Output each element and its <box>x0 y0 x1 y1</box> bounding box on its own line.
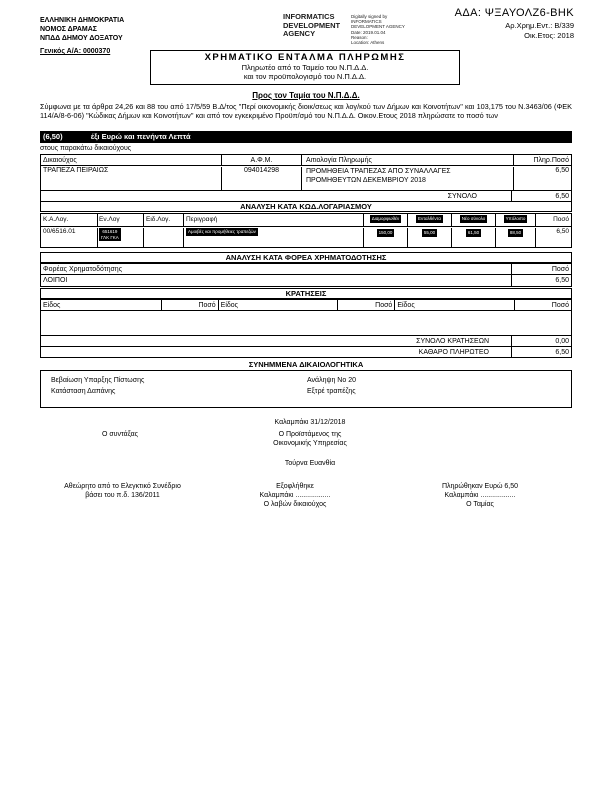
issuer-entity: ΝΠΔΔ ΔΗΜΟΥ ΔΟΞΑΤΟΥ <box>40 35 123 42</box>
title-subline-2: και τον προϋπολογισμό του Ν.Π.Δ.Δ. <box>243 72 367 81</box>
attachments-right-column <box>303 371 571 407</box>
deductions-total-row <box>41 335 571 346</box>
attachments-box <box>40 370 572 408</box>
place-and-date: Καλαμπάκι 31/12/2018 <box>274 419 346 426</box>
col-vat: Α.Φ.Μ. <box>221 155 301 165</box>
recipient-label: Ο λαβών δικαιούχος <box>263 501 327 508</box>
col-ordered: Ενταλθέντα <box>407 214 451 226</box>
col-en-log: Εν.Λογ <box>97 214 143 226</box>
en-log-value <box>97 228 143 247</box>
beneficiary-name: ΤΡΑΠΕΖΑ ΠΕΙΡΑΙΩΣ <box>43 167 109 174</box>
beneficiary-vat: 094014298 <box>221 167 301 190</box>
signature-detail-line: INFORMATICS <box>351 19 382 25</box>
issuer-block <box>40 16 124 56</box>
issuer-prefecture: ΝΟΜΟΣ ΔΡΑΜΑΣ <box>40 26 97 33</box>
col-amount: Ποσό <box>511 264 571 274</box>
funding-table-header <box>41 264 571 275</box>
general-serial-number: Γενικός Α/Α: 0000370 <box>40 48 111 55</box>
recipient-signature-block <box>225 482 365 509</box>
account-analysis-row <box>41 227 571 247</box>
col-funding-source: Φορέας Χρηματοδότησης <box>43 266 123 273</box>
en-log-line1: 651619 <box>102 229 118 234</box>
finance-head-name: Τούρνα Ευανθία <box>284 460 336 467</box>
col-description: Περιγραφή <box>183 214 363 226</box>
attachments-title: ΣΥΝΗΜΜΕΝΑ ΔΙΚΑΙΟΛΟΓΗΤΙΚΑ <box>248 360 364 369</box>
signature-detail-line: Date: 2019.01.04 <box>351 29 386 35</box>
col-deduction-type: Είδος <box>43 302 61 309</box>
deductions-total-label: ΣΥΝΟΛΟ ΚΡΑΤΗΣΕΩΝ <box>416 338 489 345</box>
col-new-total: Νέο σύνολο <box>451 214 495 226</box>
balance-value: 88,50 <box>495 228 535 247</box>
drafter-signature-label: Ο συντάξας <box>101 431 139 438</box>
net-payable-row <box>41 346 571 357</box>
paid-place-2: Καλαμπάκι .................. <box>444 492 516 499</box>
col-reason: Αιτιολογία Πληρωμής <box>301 155 513 165</box>
funding-source: ΛΟΙΠΟΙ <box>43 277 68 284</box>
col-account-code: Κ.Α.Λογ. <box>43 216 69 223</box>
col-deduction-amount: Ποσό <box>337 300 394 310</box>
digital-signature-stamp <box>283 13 429 45</box>
finance-head-title-line2: Οικονομικής Υπηρεσίας <box>273 440 347 447</box>
account-analysis-title: ΑΝΑΛΥΣΗ ΚΑΤΑ ΚΩΔ.ΛΟΓΑΡΙΑΣΜΟΥ <box>40 201 572 212</box>
beneficiary-amount: 6,50 <box>513 167 571 190</box>
deductions-empty-row <box>41 311 571 335</box>
payment-reason-line2: ΠΡΟΜΗΘΕΥΤΩΝ ΔΕΚΕΜΒΡΙΟΥ 2018 <box>306 177 426 184</box>
signature-detail-line: DEVELOPMENT AGENCY <box>351 24 405 30</box>
account-amount: 6,50 <box>535 228 571 247</box>
finance-head-title-line1: Ο Προϊστάμενος της <box>278 431 342 438</box>
audit-note-line2: βάσει του π.δ. 136/2011 <box>85 492 160 499</box>
attachment-item: Εξτρέ τραπέζης <box>307 388 356 395</box>
beneficiary-total-row <box>41 190 571 201</box>
budgeted-value: 150,00 <box>363 228 407 247</box>
signature-detail-line: Digitally signed by <box>351 14 388 19</box>
funding-analysis-title: ΑΝΑΛΥΣΗ ΚΑΤΑ ΦΟΡΕΑ ΧΡΗΜΑΤΟΔΟΤΗΣΗΣ <box>40 252 572 263</box>
deductions-total-value: 0,00 <box>511 336 571 346</box>
finance-head-signature-label <box>230 430 390 448</box>
ordered-value: 55,00 <box>407 228 451 247</box>
col-balance: Υπόλοιπο <box>495 214 535 226</box>
account-description: Αμοιβές και προμήθειες τραπεζών <box>183 228 363 247</box>
paid-place: Καλαμπάκι .................. <box>259 492 331 499</box>
account-analysis-header <box>41 214 571 227</box>
deductions-header <box>41 300 571 311</box>
audit-note-line1: Αθεώρητο από το Ελεγκτικό Συνέδριο <box>64 483 181 490</box>
beneficiary-row <box>41 166 571 190</box>
beneficiary-table-header <box>41 155 571 166</box>
amount-numeric: (6,50) <box>43 132 63 141</box>
col-amount: Ποσό <box>535 214 571 226</box>
col-eid-log: Ειδ.Λογ. <box>143 214 183 226</box>
new-total-value: 61,50 <box>451 228 495 247</box>
audit-exemption-note <box>40 482 205 500</box>
attachment-item: Βεβαίωση Υπαρξης Πίστωσης <box>51 377 145 384</box>
col-beneficiary: Δικαιούχος <box>43 157 77 164</box>
funding-table <box>40 263 572 287</box>
account-code: 00/6516.01 <box>43 228 76 235</box>
funding-amount: 6,50 <box>511 275 571 286</box>
deductions-table <box>40 299 572 358</box>
order-number: Αρ.Χρημ.Εντ.: Β/339 <box>505 21 574 30</box>
deductions-title: ΚΡΑΤΗΣΕΙΣ <box>40 288 572 299</box>
paid-label: Εξοφλήθηκε <box>276 483 314 490</box>
total-value: 6,50 <box>511 191 571 201</box>
signature-detail-line: Reason: <box>351 34 368 40</box>
signature-agency-name: INFORMATICS DEVELOPMENT AGENCY <box>283 12 341 38</box>
title-subline-1: Πληρωτέο από το Ταμείο του Ν.Π.Δ.Δ. <box>241 63 369 72</box>
signature-detail-line: Location: Athens <box>351 40 385 46</box>
eid-log-value <box>143 228 183 247</box>
addressee-line: Προς τον Ταμία του Ν.Π.Δ.Δ. <box>252 91 360 100</box>
fiscal-year: Οικ.Ετος: 2018 <box>524 31 574 40</box>
treasurer-label: Ο Ταμίας <box>466 501 494 508</box>
beneficiary-table <box>40 154 572 202</box>
attachments-left-column <box>41 371 303 407</box>
col-amount: Πληρ.Ποσό <box>513 155 571 165</box>
document-title: ΧΡΗΜΑΤΙΚΟ ΕΝΤΑΛΜΑ ΠΛΗΡΩΜΗΣ <box>204 52 406 63</box>
document-title-box <box>150 50 460 85</box>
total-label: ΣΥΝΟΛΟ <box>447 193 477 200</box>
col-deduction-amount: Ποσό <box>161 300 218 310</box>
beneficiaries-note: στους παρακάτω δικαιούχους <box>40 145 132 152</box>
attachment-item: Κατάσταση Δαπάνης <box>51 388 116 395</box>
legal-basis-text: Σύμφωνα με τα άρθρα 24,26 και 88 του από 17/5/59 Β.Δ/τος "Περί οικονομικής διοικ/σεως και λογ/κού των Δήμων και Κοινοτήτων" και 103,175 του Ν.3463/06 (ΦΕΚ 114/Α/8-6-06) "Κώδικας Δήμων και Κοινοτήτων" και από τον εγκεκριμένο Προϋπ/σμό του Ν.Π.Δ.Δ. Οικον.Ετους 2018 πληρώσατε το ποσό των <box>40 102 572 120</box>
document-ids <box>455 8 574 41</box>
payment-reason-line1: ΠΡΟΜΗΘΕΙΑ ΤΡΑΠΕΖΑΣ ΑΠΟ ΣΥΝΑΛΛΑΓΕΣ <box>306 168 451 175</box>
signature-details <box>351 13 429 45</box>
col-budgeted: Διαμορφωθέν <box>363 214 407 226</box>
col-deduction-amount: Ποσό <box>514 300 571 310</box>
treasurer-signature-block <box>405 482 555 509</box>
net-payable-label: ΚΑΘΑΡΟ ΠΛΗΡΩΤΕΟ <box>418 349 489 356</box>
payment-reason <box>301 167 513 190</box>
issuer-country: ΕΛΛΗΝΙΚΗ ΔΗΜΟΚΡΑΤΙΑ <box>40 17 125 24</box>
ada-number: ΑΔΑ: ΨΞΑΥΟΛΖ6-ΒΗΚ <box>454 7 574 19</box>
col-deduction-type: Είδος <box>394 300 514 310</box>
amount-words: έξι Ευρώ και πενήντα Λεπτά <box>90 132 191 141</box>
amount-in-words-bar <box>40 131 572 143</box>
attachment-item: Ανάληψη Νο 20 <box>307 377 356 384</box>
paid-amount: Πληρώθηκαν Ευρώ 6,50 <box>441 483 519 490</box>
col-deduction-type: Είδος <box>218 300 338 310</box>
net-payable-value: 6,50 <box>511 347 571 357</box>
funding-row <box>41 275 571 286</box>
en-log-line2: ΓΛΚ ΓΚΑ <box>101 234 119 240</box>
account-analysis-table <box>40 213 572 248</box>
